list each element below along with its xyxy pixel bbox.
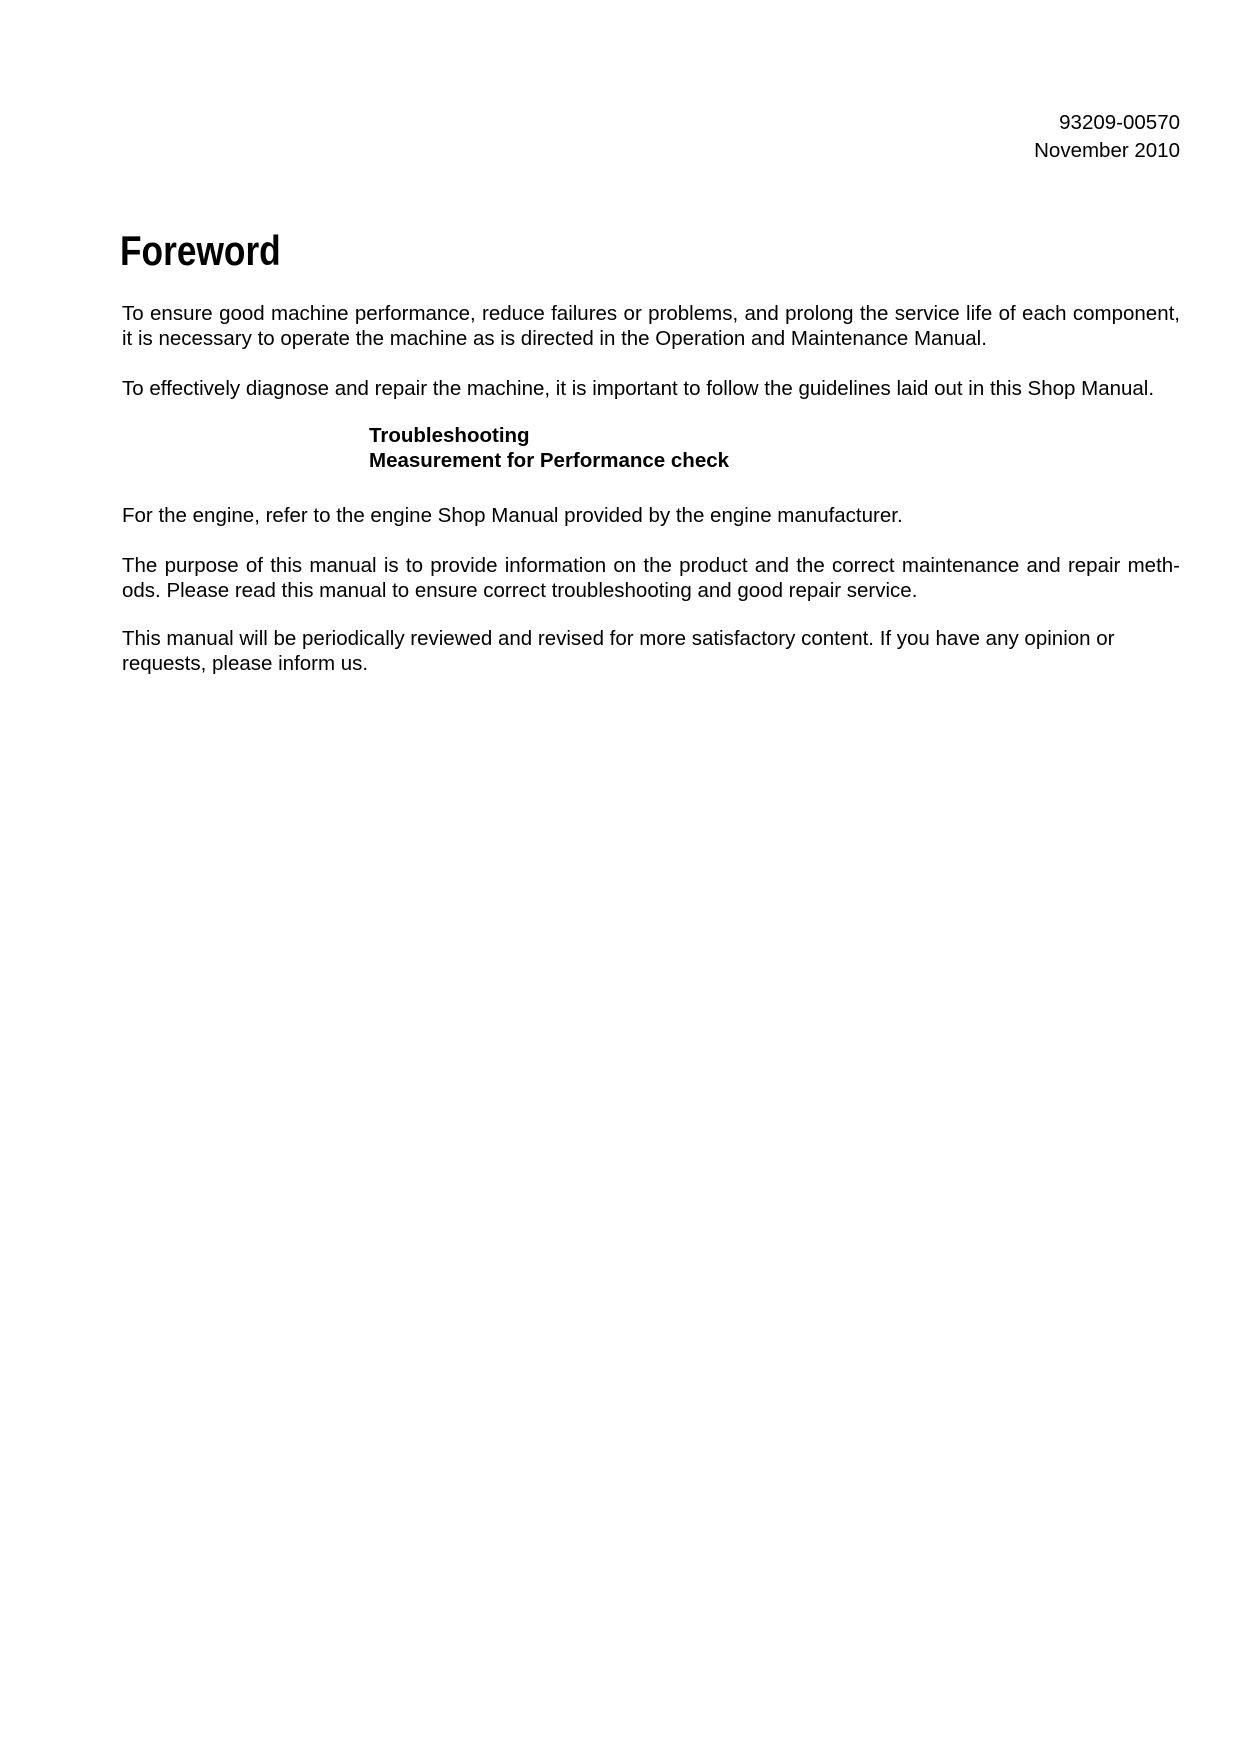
- text-line: The purpose of this manual is to provide information on the product and the correct maintenance and repair meth-: [122, 554, 1180, 577]
- emphasis-line-troubleshooting: Troubleshooting: [369, 424, 530, 447]
- paragraph-engine-manual: [122, 503, 1180, 528]
- doc-date: November 2010: [1034, 139, 1180, 162]
- emphasis-block: [369, 423, 729, 473]
- doc-number: 93209-00570: [1059, 111, 1180, 134]
- paragraph-review-revise: [122, 626, 1180, 676]
- text-line: To effectively diagnose and repair the machine, it is important to follow the guidelines laid out in this Shop Manual.: [122, 377, 1155, 400]
- text-line: it is necessary to operate the machine as is directed in the Operation and Maintenance Manual.: [122, 327, 987, 350]
- paragraph-machine-performance: [122, 301, 1180, 351]
- emphasis-line-measurement: Measurement for Performance check: [369, 449, 730, 472]
- text-line: To ensure good machine performance, reduce failures or problems, and prolong the service life of each component,: [122, 302, 1180, 325]
- page-title: Foreword: [120, 227, 281, 274]
- text-line: This manual will be periodically reviewed and revised for more satisfactory content. If you have any opinion or: [122, 627, 1115, 650]
- doc-header: [1034, 109, 1180, 165]
- paragraph-diagnose-repair: [122, 376, 1180, 401]
- paragraph-manual-purpose: [122, 553, 1180, 603]
- text-line: requests, please inform us.: [122, 652, 369, 675]
- text-line: For the engine, refer to the engine Shop Manual provided by the engine manufacturer.: [122, 504, 903, 527]
- text-line: ods. Please read this manual to ensure correct troubleshooting and good repair service.: [122, 579, 918, 602]
